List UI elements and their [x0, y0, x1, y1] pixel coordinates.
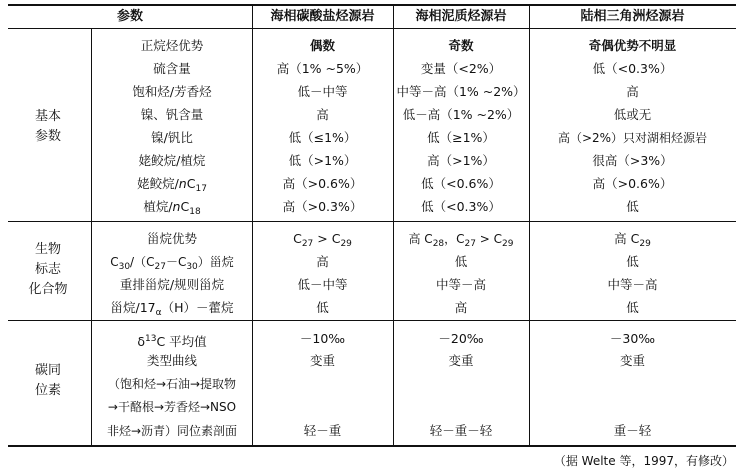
value-cell: 很高（>3%）: [592, 153, 673, 168]
param-cell: 姥鲛烷/植烷: [138, 153, 206, 168]
group2-rule: [8, 320, 736, 321]
value-cell: 低（≤1%）: [288, 130, 357, 145]
value-cell: 低－高（1% ~2%）: [402, 107, 520, 122]
header-terrestrial-delta: 陆相三角洲烃源岩: [580, 9, 685, 24]
value-cell: 低－中等: [297, 84, 348, 99]
header-marine-carbonate: 海相碳酸盐烃源岩: [270, 9, 375, 24]
value-cell: 重－轻: [613, 423, 652, 438]
header-marine-shale: 海相泥质烃源岩: [415, 9, 507, 24]
value-cell: 轻－重－轻: [429, 423, 493, 438]
param-cell: 饱和烃/芳香烃: [132, 84, 212, 99]
value-cell: 高（>1%）: [427, 153, 495, 168]
value-cell: 低: [626, 254, 639, 269]
bottom-rule: [8, 445, 736, 447]
value-cell: 低: [626, 300, 639, 315]
param-cell: $\delta^{13}C$ 平均值: [137, 334, 207, 350]
value-cell: 高: [626, 84, 639, 99]
value-cell: 高（>0.6%）: [282, 176, 363, 191]
value-cell: －30‰: [609, 331, 656, 346]
param-cell: $C_{30}/(C_{27}-C_{30})$甾烷: [110, 255, 234, 272]
value-cell: 高（>2%）只对湖相烃源岩: [557, 131, 708, 145]
value-cell: 中等－高: [607, 277, 658, 292]
value-cell: 高（1% ~5%）: [276, 61, 369, 76]
param-cell: 甾烷优势: [146, 231, 197, 246]
value-cell: 低: [316, 300, 329, 315]
value-cell: 轻－重: [303, 423, 342, 438]
value-cell: 高（>0.3%）: [282, 199, 363, 214]
group-label-basic: 基本 参数: [34, 109, 61, 144]
param-cell: 正烷烃优势: [140, 38, 204, 53]
value-cell: 低: [626, 199, 639, 214]
value-cell: 低或无: [613, 107, 652, 122]
value-cell: 高（>0.6%）: [592, 176, 673, 191]
param-cell: （饱和烃→石油→提取物: [107, 377, 237, 391]
param-cell: 镍、钒含量: [140, 107, 204, 122]
value-cell: 高 $C_{29}$: [614, 231, 651, 249]
value-cell: 低（<0.3%）: [592, 61, 673, 76]
source-footnote: （据 Welte 等，1997，有修改）: [553, 454, 734, 468]
param-cell: 非烃→沥青）同位素剖面: [106, 424, 238, 438]
group-label-isotopes: 碳同 位素: [34, 363, 61, 398]
value-cell: 低: [454, 254, 468, 269]
value-cell: 低－中等: [297, 277, 348, 292]
value-cell: 偶数: [309, 38, 335, 53]
param-cell: 姥鲛烷$/nC_{17}$: [137, 176, 207, 194]
value-cell: 低（<0.3%）: [421, 199, 501, 214]
value-cell: 高: [454, 300, 468, 315]
value-cell: 奇偶优势不明显: [588, 38, 677, 53]
param-cell: 镍/钒比: [151, 130, 193, 145]
value-cell: 高: [316, 254, 329, 269]
value-cell: 中等－高（1% ~2%）: [396, 84, 526, 99]
group-label-biomarkers: 生物 标志 化合物: [28, 242, 68, 297]
value-cell: 高 $C_{28}$，$C_{27} > C_{29}$: [408, 232, 514, 249]
value-cell: 中等－高: [435, 277, 486, 292]
param-cell: 类型曲线: [146, 353, 197, 368]
value-cell: $C_{27} > C_{29}$: [293, 231, 352, 249]
value-cell: 低（≥1%）: [427, 130, 495, 145]
header-rule: [8, 28, 736, 29]
param-cell: 重排甾烷/规则甾烷: [119, 277, 225, 292]
value-cell: 变重: [619, 353, 645, 368]
value-cell: 变重: [309, 353, 335, 368]
param-cell: →干酪根→芳香烃→NSO: [107, 400, 237, 414]
value-cell: 低（<0.6%）: [421, 176, 501, 191]
param-cell: 植烷$/nC_{18}$: [143, 199, 201, 217]
value-cell: 变量（<2%）: [420, 61, 502, 76]
value-cell: 奇数: [448, 38, 474, 53]
header-param: 参数: [116, 9, 143, 24]
value-cell: 高: [316, 107, 329, 122]
param-cell: 硫含量: [153, 61, 191, 76]
param-cell: 甾烷$/17_\alpha(H)-$藿烷: [110, 300, 234, 318]
group1-rule: [8, 221, 736, 222]
value-cell: 变重: [448, 353, 474, 368]
value-cell: －20‰: [438, 331, 484, 346]
top-rule: [8, 4, 736, 6]
value-cell: 低（>1%）: [288, 153, 357, 168]
value-cell: －10‰: [299, 331, 346, 346]
